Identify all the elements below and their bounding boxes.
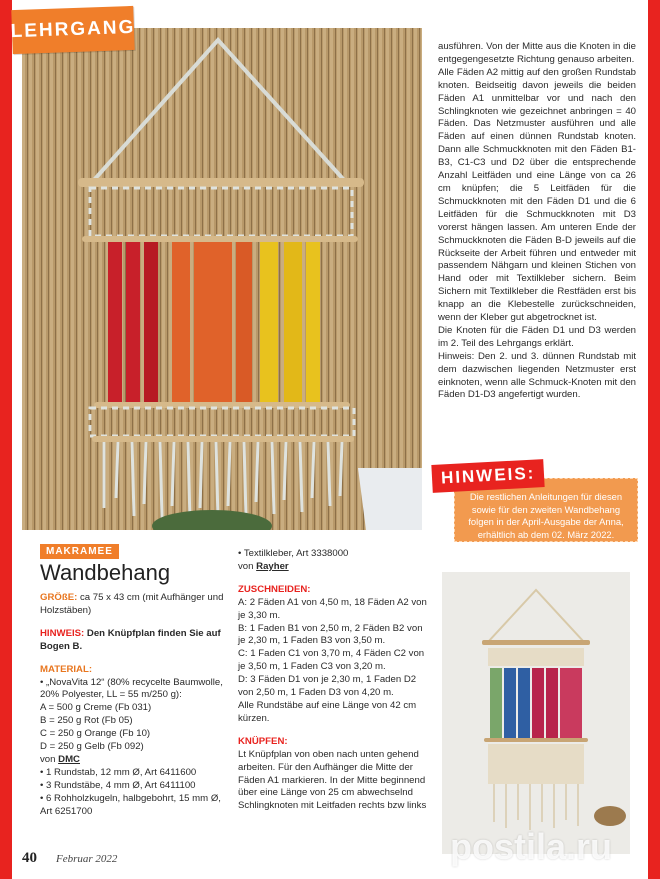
zuschneiden-line: B: 1 Faden B1 von 2,50 m, 2 Fäden B2 von je 2,30 m, 1 Faden B3 von 3,50 m. (238, 622, 423, 647)
hinweis-inline-label: HINWEIS: (40, 627, 85, 639)
instruction-paragraph: Alle Fäden A2 mittig auf den großen Rundstab knoten. Beidseitig davon jeweils die beiden Fäden A1 unmittelbar vor und nach den Schlingknoten wie gezeichnet anbringen = 40 Fäden. Das Netzmuster ausführen und alle Fäden auf einen dünnen Rundstab knoten. Dann alle Schmuckknoten mit den Fäden B1-B3, C1-C3 und D2 über die entsprechende Anzahl Leitfäden und eine Länge von ca 26 cm knüpfen; die 5 Leitfäden für die Schmuckknoten mit den Fäden D1 und die 6 Leitfäden für die Schmuckknoten mit D3 vorerst hängen lassen. Am unteren Ende der Schmuckknoten die Fäden B-D jeweils auf die Rückseite der Arbeit führen und entweder mit passendem Nähgarn und kleinen Stichen von Hand oder mit Textilkleber sichern. Beim Sichern mit Textilkleber die Restfäden erst bis knapp an die Klebestelle zurückschneiden, wenn der Kleber gut abgetrocknet ist. (438, 66, 636, 324)
materials-column (40, 592, 226, 819)
brand-prefix: von (40, 753, 56, 765)
material-intro: • „NovaVita 12“ (80% recycelte Baumwolle, 20% Polyester, LL = 55 m/250 g): (40, 676, 223, 701)
instruction-paragraph: Hinweis: Den 2. und 3. dünnen Rundstab mit dem dazwischen liegenden Netzmuster erst einknoten, wenn alle Schmuck-Knoten mit den Fäden D1-D3 angefertigt wurden. (438, 350, 636, 401)
material-extra: • 6 Rohholzkugeln, halbgebohrt, 15 mm Ø, Art 6251700 (40, 792, 221, 817)
zuschneiden-line: D: 3 Fäden D1 von je 2,30 m, 1 Faden D2 von 2,50 m, 1 Faden D3 von 4,20 m. (238, 674, 417, 699)
section-tag: MAKRAMEE (40, 544, 119, 559)
zuschneiden-line: C: 1 Faden C1 von 3,70 m, 4 Fäden C2 von je 3,50 m, 1 Faden C3 von 3,20 m. (238, 648, 425, 673)
groesse-label: GRÖßE: (40, 592, 78, 603)
second-wall-hanging-illustration (442, 572, 630, 854)
material-extra: • 1 Rundstab, 12 mm Ø, Art 6411600 (40, 766, 197, 778)
page-number: 40 (22, 850, 37, 866)
zuschneiden-line: A: 2 Fäden A1 von 4,50 m, 18 Fäden A2 von je 3,30 m. (238, 596, 427, 621)
material-line: C = 250 g Orange (Fb 10) (40, 728, 151, 740)
brand-name: DMC (58, 753, 80, 765)
zuschneiden-line: Alle Rundstäbe auf eine Länge von 42 cm kürzen. (238, 699, 417, 724)
material-line: B = 250 g Rot (Fb 05) (40, 715, 133, 727)
zuschneiden-label: ZUSCHNEIDEN: (238, 583, 311, 595)
instructions-column (438, 41, 636, 402)
knuepfen-text: Lt Knüpfplan von oben nach unten gehend arbeiten. Für den Aufhänger die Mitte der Fäden A1 markieren. In der Mitte beginnend über eine Länge von 25 cm abwechselnd Schlingknoten mit Leitfaden rechts bzw links (238, 748, 427, 812)
kleber-line: • Textilkleber, Art 3338000 (238, 548, 349, 559)
hinweis-text: Die restlichen Anleitungen für diesen sowie für den zweiten Wandbehang folgen in der April-Ausgabe der Anna, erhältlich ab dem 02. März 2022. (454, 478, 638, 542)
kleber-brand: Rayher (256, 560, 289, 572)
knuepfen-label: KNÜPFEN: (238, 735, 288, 747)
cutting-column (238, 548, 430, 813)
issue-date: Februar 2022 (56, 853, 118, 865)
material-line: A = 500 g Creme (Fb 031) (40, 702, 152, 714)
material-label: MATERIAL: (40, 663, 93, 675)
page-title: Wandbehang (40, 560, 171, 585)
magazine-page (12, 0, 648, 879)
material-line: D = 250 g Gelb (Fb 092) (40, 741, 144, 753)
kleber-prefix: von (238, 560, 254, 572)
wall-hanging-photo (22, 28, 422, 530)
second-wall-hanging-photo (442, 572, 630, 854)
lehrgang-tab: LEHRGANG (11, 6, 134, 54)
watermark: postila.ru (450, 826, 613, 867)
instruction-paragraph: ausführen. Von der Mitte aus die Knoten in die entgegengesetzte Richtung genauso arbeiten. (438, 41, 636, 65)
wall-hanging-illustration (22, 28, 422, 530)
hinweis-inline-text: Den Knüpfplan finden Sie auf Bogen B. (40, 627, 221, 652)
groesse-text: ca 75 x 43 cm (mit Aufhänger und Holzstäben) (40, 592, 224, 616)
instruction-paragraph: Die Knoten für die Fäden D1 und D3 werden im 2. Teil des Lehrgangs erklärt. (438, 324, 636, 349)
hinweis-label: HINWEIS: (431, 459, 545, 493)
material-extra: • 3 Rundstäbe, 4 mm Ø, Art 6411100 (40, 779, 196, 791)
